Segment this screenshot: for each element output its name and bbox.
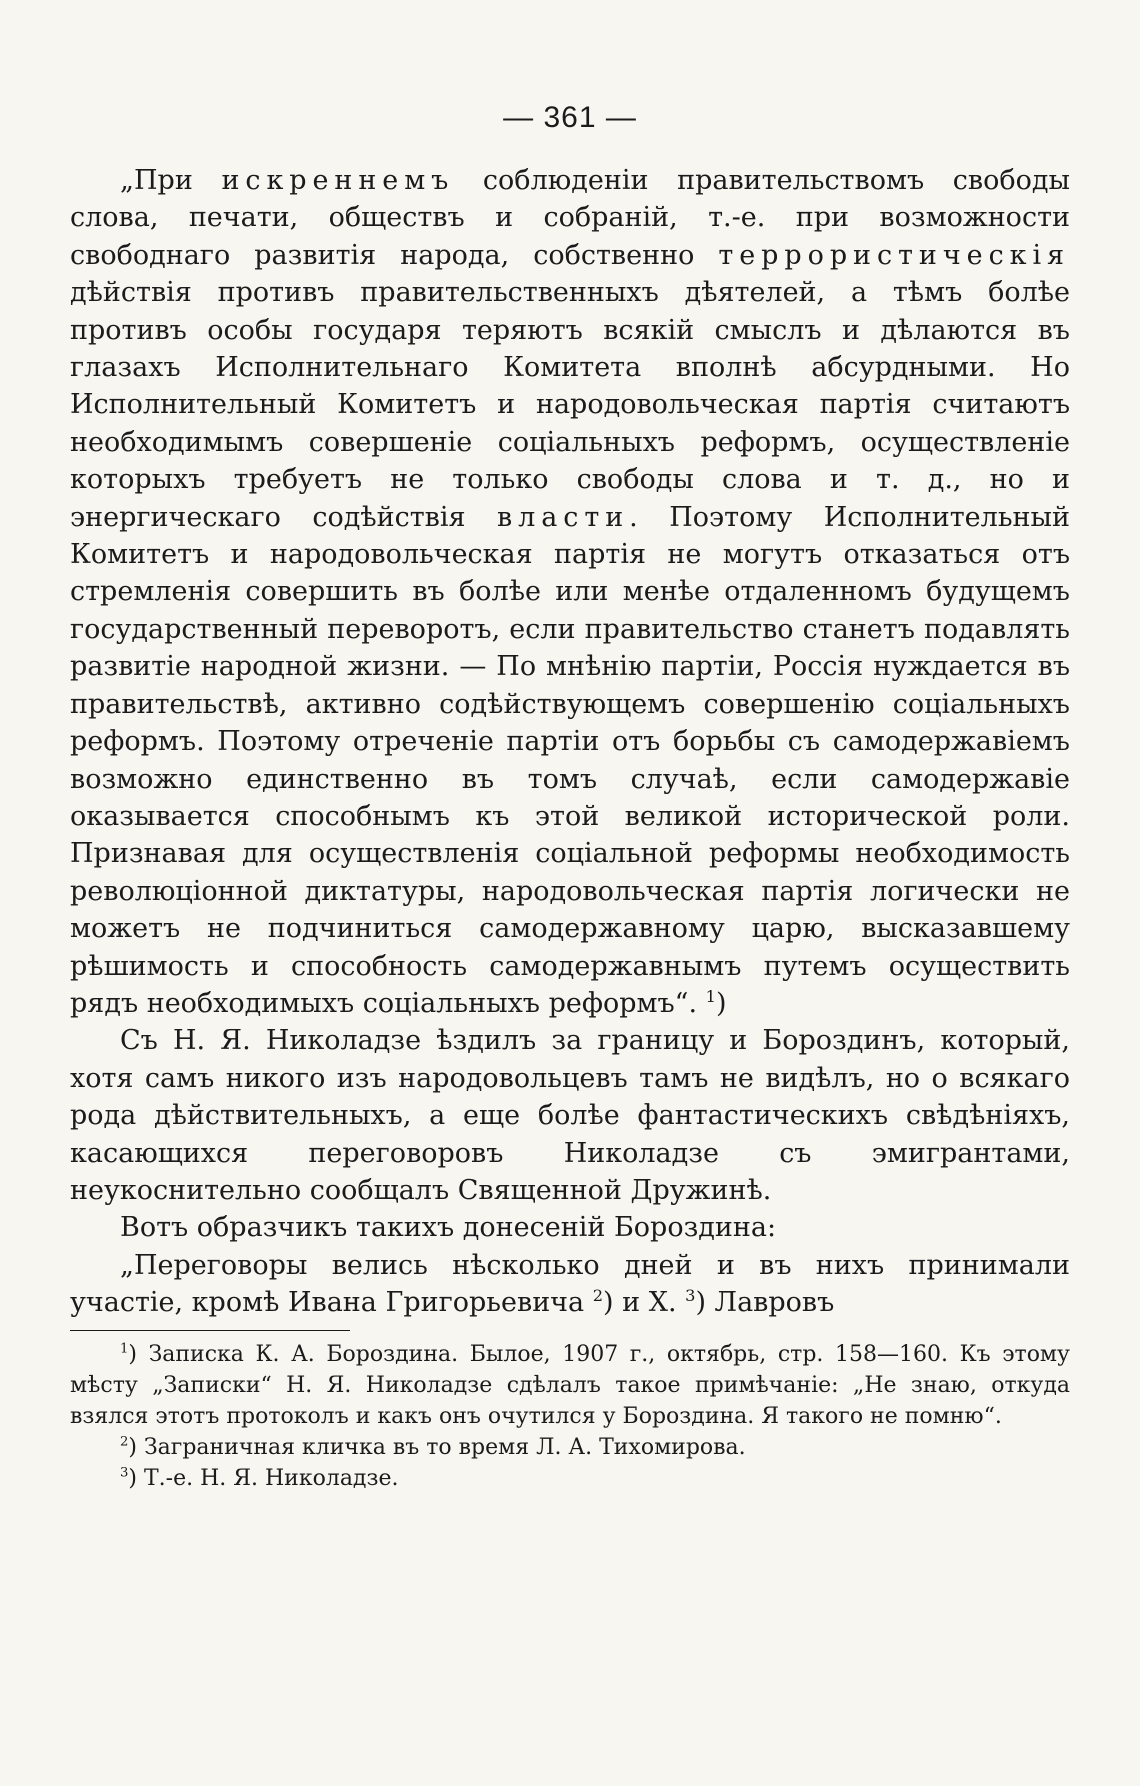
footnote-divider bbox=[70, 1330, 350, 1331]
footnote bbox=[70, 1463, 1070, 1494]
text-run: ) и X. bbox=[603, 1287, 686, 1319]
text-run: . Поэтому Исполнительный Комитетъ и народовольческая партія не могутъ отказаться отъ стремленія совершить въ болѣе или менѣе отдаленномъ будущемъ государственный переворотъ, если правительство станетъ подавлять развитіе народной жизни. — По мнѣнію партіи, Россія нуждается въ правительствѣ, активно содѣйствующемъ совершенію соціальныхъ реформъ. Поэтому отреченіе партіи отъ борьбы съ самодержавіемъ возможно единственно въ томъ случаѣ, если самодержавіе оказывается способнымъ къ этой великой исторической роли. Признавая для осуществленія соціальной реформы необходимость революціонной диктатуры, народовольческая партія логически не можетъ не подчиниться самодержавному царю, высказавшему рѣшимость и способность самодержавнымъ путемъ осуществить рядъ необходимыхъ соціальныхъ реформъ“. bbox=[70, 501, 1070, 1019]
paragraph bbox=[70, 1247, 1070, 1322]
text-run: ) bbox=[715, 987, 727, 1019]
footnote-reference: 1 bbox=[705, 986, 716, 1006]
footnote-marker: 3 bbox=[120, 1465, 129, 1481]
footnote-reference: 2 bbox=[592, 1286, 604, 1306]
footnote-marker: 2 bbox=[120, 1434, 129, 1450]
main-text bbox=[70, 162, 1070, 1322]
paragraph bbox=[70, 1022, 1070, 1209]
emphasized-text: власти bbox=[497, 501, 630, 533]
book-page bbox=[70, 96, 1070, 1494]
text-run: дѣйствія противъ правительственныхъ дѣятелей, а тѣмъ болѣе противъ особы государя теряютъ всякій смыслъ и дѣлаются въ глазахъ Исполнительнаго Комитета вполнѣ абсурдными. Но Исполнительный Комитетъ и народовольческая партія считаютъ необходимымъ совершеніе соціальныхъ реформъ, осуществленіе которыхъ требуетъ не только свободы слова и т. д., но и энергическаго содѣйствія bbox=[70, 277, 1070, 533]
footnotes bbox=[70, 1339, 1070, 1494]
emphasized-text: террористическія bbox=[718, 239, 1070, 271]
footnote-text: ) Т.-е. Н. Я. Николадзе. bbox=[128, 1465, 399, 1491]
text-run: Вотъ образчикъ такихъ донесеній Бороздина: bbox=[120, 1212, 777, 1244]
paragraph bbox=[70, 1209, 1070, 1246]
footnote-text: ) Записка К. А. Бороздина. Былое, 1907 г., октябрь, стр. 158—160. Къ этому мѣсту „Записки“ Н. Я. Николадзе сдѣлалъ такое примѣчаніе: „Не знаю, откуда взялся этотъ протоколъ и какъ онъ очутился у Бороздина. Я такого не помню“. bbox=[70, 1341, 1070, 1429]
text-run: соблюденіи правительствомъ свободы слова, печати, обществъ и собраній, т.-е. при возможности свободнаго развитія народа, собственно bbox=[70, 165, 1070, 271]
emphasized-text: искреннемъ bbox=[221, 165, 455, 196]
text-run: Съ Н. Я. Николадзе ѣздилъ за границу и Бороздинъ, который, хотя самъ никого изъ народовольцевъ тамъ не видѣлъ, но о всякаго рода дѣйствительныхъ, а еще болѣе фантастическихъ свѣдѣніяхъ, касающихся переговоровъ Николадзе съ эмигрантами, неукоснительно сообщалъ Священной Дружинѣ. bbox=[70, 1025, 1070, 1206]
text-run: ) Лавровъ bbox=[695, 1287, 835, 1319]
text-run: „Переговоры велись нѣсколько дней и въ нихъ принимали участіе, кромѣ Ивана Григорьевича bbox=[70, 1249, 1070, 1319]
footnote bbox=[70, 1432, 1070, 1463]
paragraph bbox=[70, 162, 1070, 1022]
page-number: — 361 — bbox=[503, 101, 637, 134]
text-run: „При bbox=[120, 165, 222, 196]
footnote-reference: 3 bbox=[685, 1286, 696, 1306]
footnote-text: ) Заграничная кличка въ то время Л. А. Тихомирова. bbox=[128, 1434, 746, 1460]
footnote bbox=[70, 1339, 1070, 1432]
footnote-marker: 1 bbox=[120, 1341, 129, 1357]
